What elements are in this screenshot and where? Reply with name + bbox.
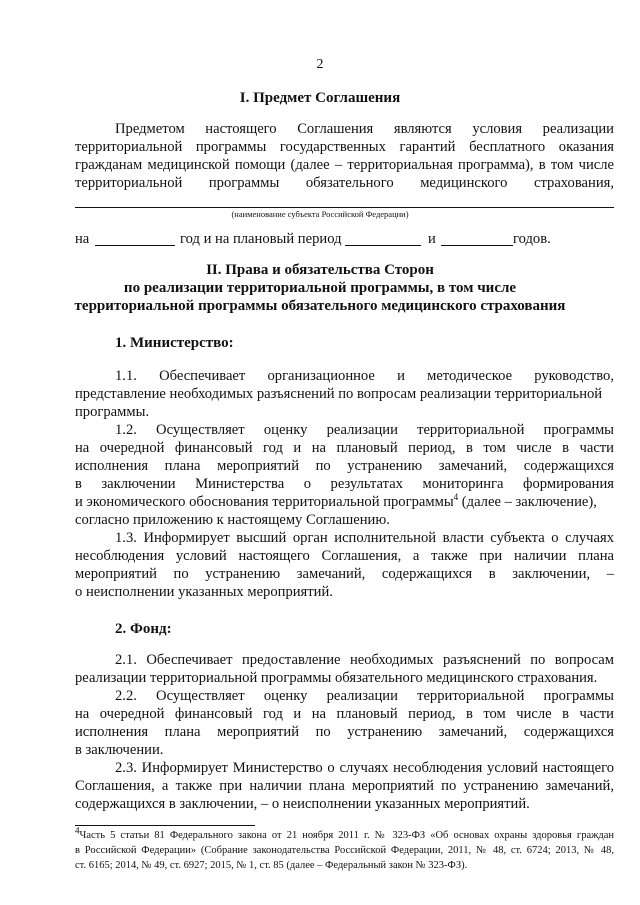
- text-line: программы.: [75, 404, 150, 420]
- text-line: территориальной программы государственных гарантий бесплатного оказания: [75, 139, 614, 155]
- page-number: 2: [316, 57, 324, 72]
- text-line: [75, 493, 597, 511]
- plan-year2-blank: [441, 245, 513, 246]
- text-line: на очередной финансовый год и на плановый период, в том числе в части: [75, 706, 614, 722]
- region-name-caption: (наименование субъекта Российской Федерации): [231, 209, 409, 219]
- text-line: 2.1. Обеспечивает предоставление необходимых разъяснений по вопросам: [115, 652, 614, 668]
- period-suffix-text: годов.: [513, 231, 551, 247]
- section2-heading-line: II. Права и обязательства Сторон: [206, 262, 434, 278]
- section2-heading-line: территориальной программы обязательного медицинского страхования: [74, 298, 566, 314]
- text-line: 1.3. Информирует высший орган исполнительной власти субъекта о случаях: [115, 530, 614, 546]
- section1-heading: I. Предмет Соглашения: [239, 90, 401, 106]
- text-line: 2.2. Осуществляет оценку реализации территориальной программы: [115, 688, 614, 704]
- plan-year1-blank: [345, 245, 421, 246]
- text-line: представление необходимых разъяснений по вопросам реализации территориальной: [75, 386, 603, 402]
- text-line: в заключении.: [75, 742, 164, 758]
- text-line: 2.3. Информирует Министерство о случаях несоблюдения условий настоящего: [115, 760, 614, 776]
- text-line: мероприятий по устранению замечаний, содержащихся в заключении, –: [75, 566, 614, 582]
- text-line: на очередной финансовый год и на плановый период, в том числе в части: [75, 440, 614, 456]
- period-mid-text: год и на плановый период: [180, 231, 342, 247]
- footnote-line: ст. 6165; 2014, № 49, ст. 6927; 2015, № 1, ст. 85 (далее – Федеральный закон № 323-ФЗ).: [75, 860, 468, 871]
- footnote-separator: [75, 825, 255, 826]
- text-fragment: (далее – заключение),: [458, 494, 597, 510]
- footnote-line: в Российской Федерации» (Собрание законодательства Российской Федерации, 2011, № 48, ст. 6724; 2013, № 48,: [75, 845, 614, 856]
- text-fragment: и экономического обоснования территориальной программы: [75, 494, 454, 510]
- text-line: согласно приложению к настоящему Соглашению.: [75, 512, 390, 528]
- text-line: территориальной программы обязательного медицинского страхования,: [75, 175, 614, 191]
- period-prefix: на: [75, 231, 90, 247]
- text-line: реализации территориальной программы обязательного медицинского страхования.: [75, 670, 598, 686]
- year-blank: [95, 245, 175, 246]
- ministry-title: 1. Министерство:: [115, 335, 234, 351]
- text-line: гражданам медицинской помощи (далее – территориальная программа), в том числе: [75, 157, 614, 173]
- text-line: содержащихся в заключении, – о неисполнении указанных мероприятий.: [75, 796, 530, 812]
- text-fragment: Часть 5 статьи 81 Федерального закона от 21 ноября 2011 г. № 323-ФЗ «Об основах охраны здоровья граждан: [79, 830, 614, 841]
- text-line: исполнения плана мероприятий по устранению замечаний, содержащихся: [75, 724, 614, 740]
- footnote-line: [75, 825, 614, 843]
- text-line: исполнения плана мероприятий по устранению замечаний, содержащихся: [75, 458, 614, 474]
- text-line: несоблюдения условий настоящего Соглашения, а также при наличии плана: [75, 548, 614, 564]
- section2-heading-line: по реализации территориальной программы, в том числе: [123, 280, 517, 296]
- period-line: [75, 230, 89, 248]
- fund-title: 2. Фонд:: [115, 621, 172, 637]
- text-line: 1.2. Осуществляет оценку реализации территориальной программы: [115, 422, 614, 438]
- footnote-ref: 4: [453, 492, 459, 503]
- text-line: в заключении Министерства о результатах мониторинга формирования: [75, 476, 614, 492]
- region-name-blank: [75, 207, 614, 208]
- text-line: 1.1. Обеспечивает организационное и методическое руководство,: [115, 368, 614, 384]
- text-line: о неисполнении указанных мероприятий.: [75, 584, 333, 600]
- period-and-text: и: [428, 231, 436, 247]
- footnote-mark: 4: [75, 825, 80, 836]
- text-line: Соглашения, а также при наличии плана мероприятий по устранению замечаний,: [75, 778, 614, 794]
- text-line: Предметом настоящего Соглашения являются условия реализации: [115, 121, 614, 137]
